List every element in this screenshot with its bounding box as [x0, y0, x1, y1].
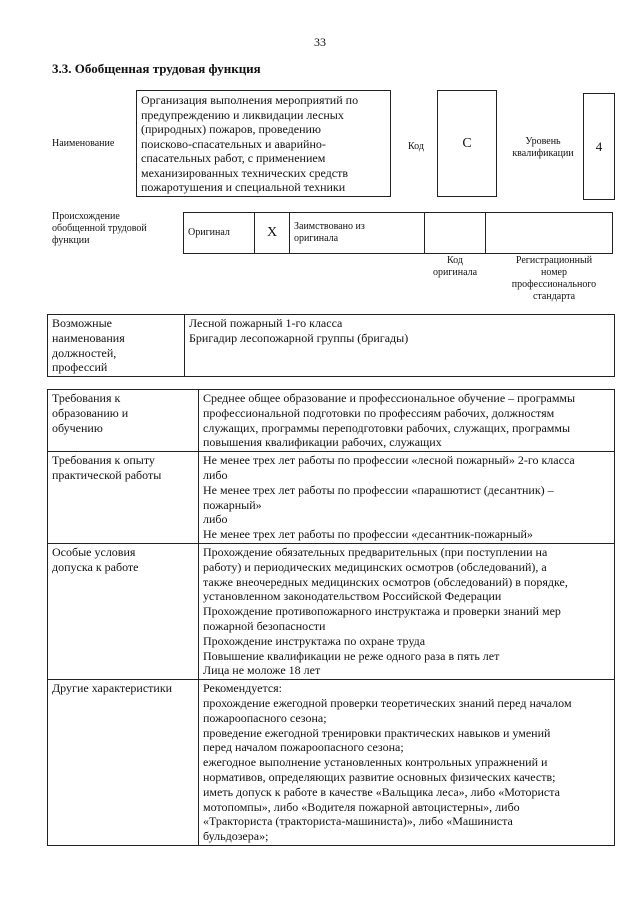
- row-label-education: Требования к образованию и обучению: [48, 390, 199, 452]
- name-line: спасательных работ, с применением: [141, 151, 326, 165]
- table-row: [48, 680, 615, 846]
- level-value: 4: [595, 138, 603, 154]
- requirements-table: [47, 389, 615, 846]
- code-value: C: [462, 135, 472, 151]
- table-row: [48, 390, 615, 452]
- origin-table: [183, 212, 613, 254]
- code-label: Код: [408, 141, 424, 152]
- origin-label: Происхождение обобщенной трудовой функции: [52, 211, 147, 246]
- name-line: механизированных технических средств: [141, 165, 349, 180]
- page-number: 33: [314, 35, 326, 49]
- function-name-box: [136, 90, 391, 197]
- row-label-experience: Требования к опыту практической работы: [48, 452, 199, 544]
- row-label-other: Другие характеристики: [48, 680, 199, 846]
- name-line: Организация выполнения мероприятий по: [141, 93, 359, 107]
- section-title: 3.3. Обобщенная трудовая функция: [52, 61, 261, 76]
- reg-number-caption: Регистрационный номер профессионального стандарта: [511, 255, 597, 302]
- row-label-conditions: Особые условия допуска к работе: [48, 543, 199, 679]
- reg-number-cell: [486, 213, 613, 254]
- row-value-other: Рекомендуется: прохождение ежегодной проверки теоретических знаний перед началом пожароопасного сезона; проведение ежегодной тренировки практических навыков и умений перед началом пожароопасного сезона; ежегодное выполнение установленных контрольных упражнений и нормативов, определяющих развитие основных физических качеств; иметь допуск к работе в качестве «Вальщика леса», либо «Моториста мотопомпы», либо «Водителя пожарной автоцистерны», либо «Тракториста (тракториста-машиниста)», либо «Машиниста бульдозера»;: [199, 680, 615, 846]
- row-value-experience: Не менее трех лет работы по профессии «лесной пожарный» 2-го класса либо Не менее трех лет работы по профессии «парашютист (десантник) – пожарный» либо Не менее трех лет работы по профессии «десантник-пожарный»: [199, 452, 615, 544]
- code-original-caption: Код оригинала: [432, 255, 478, 278]
- positions-table: [47, 314, 615, 377]
- name-line: поисково-спасательных и аварийно-: [141, 136, 326, 151]
- code-original-cell: [425, 213, 486, 254]
- code-value-box: [437, 90, 497, 197]
- row-value-conditions: Прохождение обязательных предварительных (при поступлении на работу) и периодических медицинских осмотров (обследований), а также внеочередных медицинских осмотров (обследований) в порядке, установленном законодательством Российской Федерации Прохождение противопожарного инструктажа и проверки знаний мер пожарной безопасности Прохождение инструктажа по охране труда Повышение квалификации не реже одного раза в пять лет Лица не моложе 18 лет: [199, 543, 615, 679]
- row-value-education: Среднее общее образование и профессиональное обучение – программы профессиональной подготовки по профессиям рабочих, должностям служащих, программы переподготовки рабочих, служащих, программы повышения квалификации рабочих, служащих: [199, 390, 615, 452]
- name-line: пожаротушения и специальной техники: [141, 180, 346, 194]
- level-label: Уровень квалификации: [512, 136, 574, 159]
- level-value-box: [583, 93, 615, 200]
- name-line: предупреждению и ликвидации лесных: [141, 107, 344, 122]
- positions-value: Лесной пожарный 1-го класса Бригадир лесопожарной группы (бригады): [185, 315, 615, 377]
- name-line: (природных) пожаров, проведению: [141, 122, 321, 136]
- table-row: [48, 452, 615, 544]
- original-mark: X: [255, 213, 290, 254]
- borrowed-label: Заимствовано из оригинала: [290, 213, 425, 254]
- name-label: Наименование: [52, 138, 115, 149]
- positions-label: Возможные наименования должностей, профессий: [48, 315, 185, 377]
- table-row: [48, 543, 615, 679]
- original-label: Оригинал: [184, 213, 255, 254]
